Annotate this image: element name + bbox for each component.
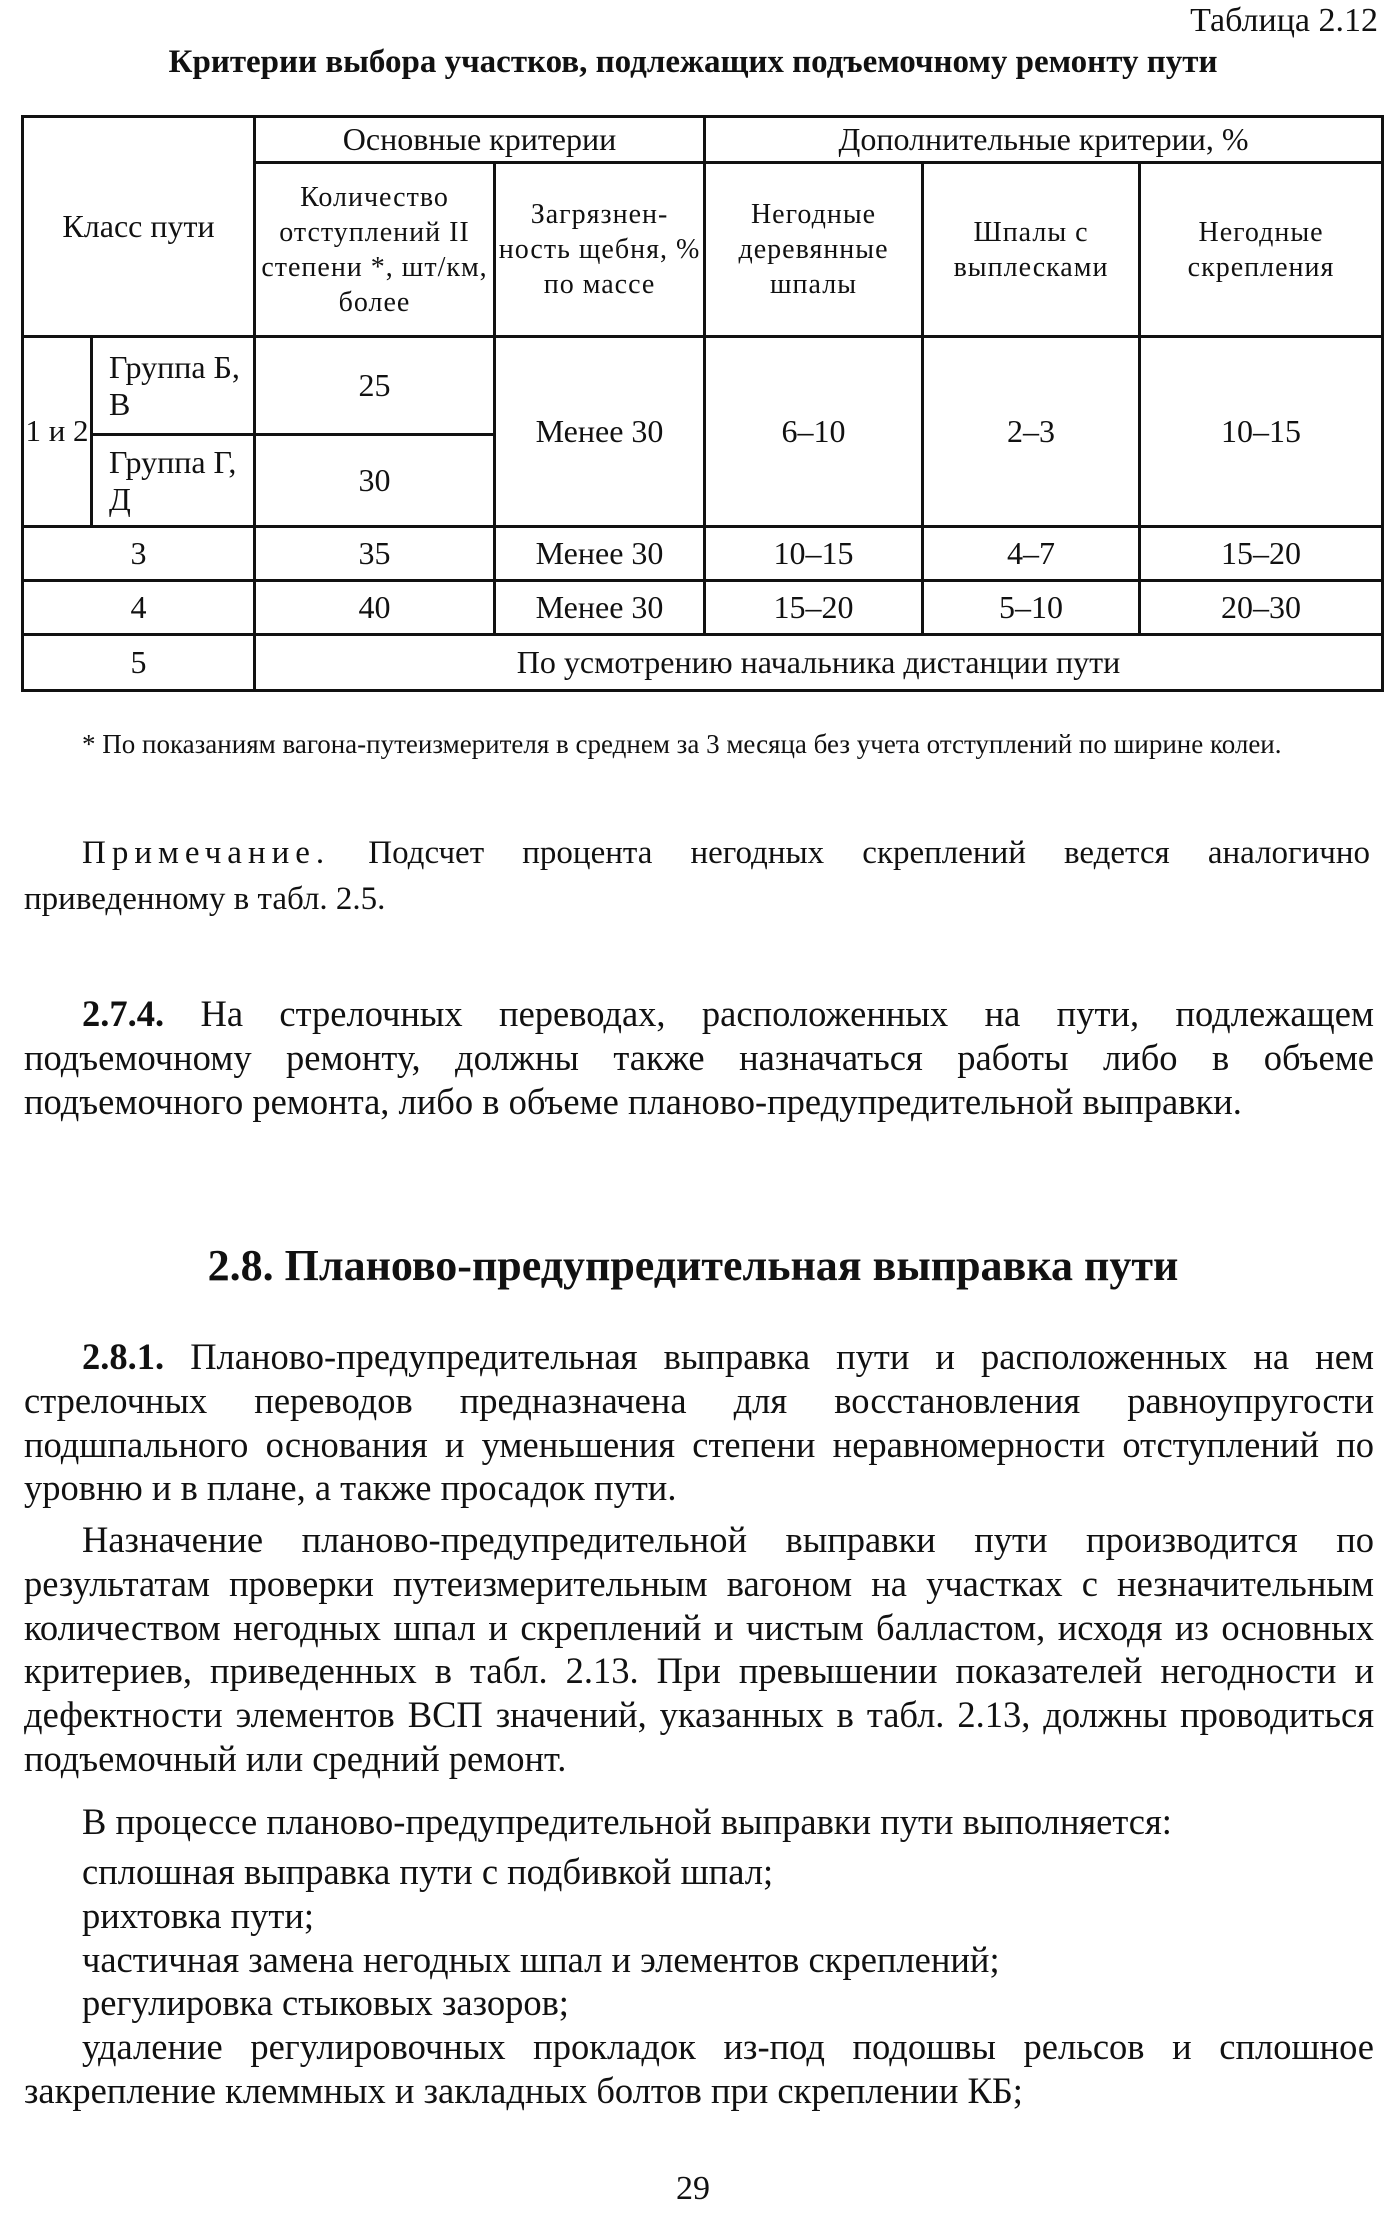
paragraph-number: 2.7.4. bbox=[82, 993, 165, 1034]
header-deviations: Количество отступлений II степени *, шт/км, более bbox=[255, 163, 495, 337]
paragraph-number: 2.8.1. bbox=[82, 1336, 165, 1377]
note-label: Примечание. bbox=[82, 835, 331, 871]
contamination-1-2-cell: Менее 30 bbox=[495, 337, 705, 527]
paragraph-assignment: Назначение планово-предупредительной выправки пути производится по результатам проверки путеизмерительным вагоном на участках с незначительным количеством негодных шпал и скреплений и чистым балластом, исходя из основных критериев, приведенных в табл. 2.13. При превышении показателей негодности и дефектности элементов ВСП значений, указанных в табл. 2.13, должны проводиться подъемочный или средний ремонт. bbox=[24, 1519, 1374, 1779]
table-row bbox=[23, 527, 1383, 581]
class-cell: 5 bbox=[23, 635, 255, 691]
header-contamination: Загрязнен-ность щебня, % по массе bbox=[495, 163, 705, 337]
list-item: удаление регулировочных прокладок из-под подошвы рельсов и сплошное закрепление клеммных и закладных болтов при скреплении КБ; bbox=[24, 2026, 1374, 2111]
deviations-cell: 35 bbox=[255, 527, 495, 581]
bad-fastenings-cell: 15–20 bbox=[1140, 527, 1383, 581]
bad-fastenings-1-2-cell: 10–15 bbox=[1140, 337, 1383, 527]
note-text: Подсчет процента негодных скреплений ведется аналогично приведенному в табл. 2.5. bbox=[24, 835, 1370, 918]
class-5-rule-cell: По усмотрению начальника дистанции пути bbox=[255, 635, 1383, 691]
table-row bbox=[23, 635, 1383, 691]
deviations-gd-cell: 30 bbox=[255, 435, 495, 527]
deviations-cell: 40 bbox=[255, 581, 495, 635]
paragraph-2-8-1 bbox=[24, 1335, 1374, 1510]
contamination-cell: Менее 30 bbox=[495, 527, 705, 581]
deviations-bv-cell: 25 bbox=[255, 337, 495, 435]
section-heading: 2.8. Планово-предупредительная выправка пути bbox=[207, 1241, 1179, 1290]
list-item: регулировка стыковых зазоров; bbox=[82, 1982, 569, 2024]
class-cell: 3 bbox=[23, 527, 255, 581]
header-extra-criteria: Дополнительные критерии, % bbox=[705, 117, 1383, 163]
table-title: Критерии выбора участков, подлежащих подъемочному ремонту пути bbox=[168, 44, 1218, 80]
chipped-sleepers-cell: 4–7 bbox=[923, 527, 1140, 581]
header-chipped-sleepers: Шпалы с выплесками bbox=[923, 163, 1140, 337]
table-row bbox=[23, 581, 1383, 635]
contamination-cell: Менее 30 bbox=[495, 581, 705, 635]
header-bad-sleepers: Негодные деревянные шпалы bbox=[705, 163, 923, 337]
table-note bbox=[24, 830, 1370, 922]
chipped-sleepers-cell: 5–10 bbox=[923, 581, 1140, 635]
criteria-table bbox=[21, 115, 1384, 692]
class-cell: 4 bbox=[23, 581, 255, 635]
group-gd-cell: Группа Г, Д bbox=[92, 435, 255, 527]
paragraph-text: На стрелочных переводах, расположенных на пути, подлежащем подъемочному ремонту, должны также назначаться работы либо в объеме подъемочного ремонта, либо в объеме планово-предупредительной выправки. bbox=[24, 993, 1374, 1122]
header-main-criteria: Основные критерии bbox=[255, 117, 705, 163]
header-class: Класс пути bbox=[23, 117, 255, 337]
table-footnote: * По показаниям вагона-путеизмерителя в среднем за 3 месяца без учета отступлений по ширине колеи. bbox=[82, 729, 1282, 759]
header-bad-fastenings: Негодные скрепления bbox=[1140, 163, 1383, 337]
table-number-label: Таблица 2.12 bbox=[1190, 2, 1378, 39]
paragraph-text: Планово-предупредительная выправка пути и расположенных на нем стрелочных переводов предназначена для восстановления равноупругости подшпального основания и уменьшения степени неравномерности отступлений по уровню и в плане, а также просадок пути. bbox=[24, 1336, 1374, 1509]
paragraph-2-7-4 bbox=[24, 992, 1374, 1123]
works-list bbox=[24, 1850, 1374, 2113]
list-intro: В процессе планово-предупредительной выправки пути выполняется: bbox=[82, 1801, 1172, 1842]
list-item: сплошная выправка пути с подбивкой шпал; bbox=[82, 1851, 774, 1892]
list-item: рихтовка пути; bbox=[82, 1894, 314, 1936]
page-number: 29 bbox=[676, 2170, 710, 2207]
group-bv-cell: Группа Б, В bbox=[92, 337, 255, 435]
bad-sleepers-cell: 10–15 bbox=[705, 527, 923, 581]
bad-sleepers-1-2-cell: 6–10 bbox=[705, 337, 923, 527]
list-item: частичная замена негодных шпал и элементов скреплений; bbox=[82, 1938, 1000, 1980]
class-1-2-cell: 1 и 2 bbox=[23, 337, 92, 527]
chipped-sleepers-1-2-cell: 2–3 bbox=[923, 337, 1140, 527]
bad-fastenings-cell: 20–30 bbox=[1140, 581, 1383, 635]
bad-sleepers-cell: 15–20 bbox=[705, 581, 923, 635]
